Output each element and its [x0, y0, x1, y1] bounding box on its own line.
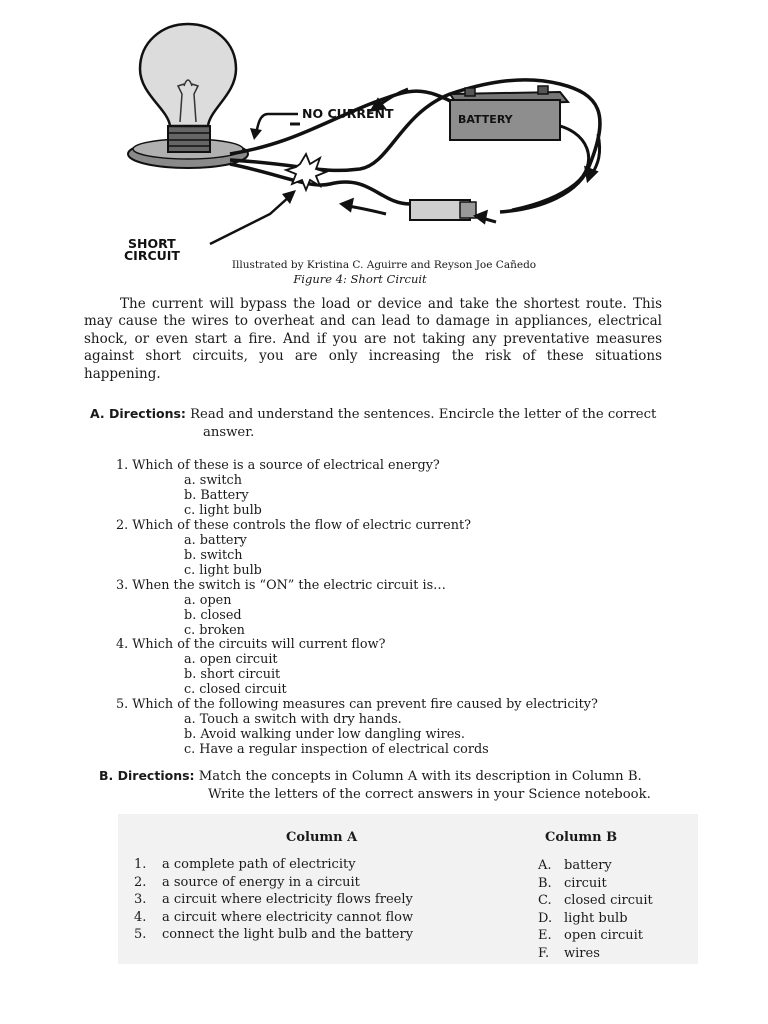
- switch-icon: [410, 200, 476, 220]
- figure-credit: Illustrated by Kristina C. Aguirre and Reyson Joe Cañedo: [231, 259, 537, 271]
- option-item[interactable]: c. closed circuit: [184, 682, 287, 697]
- column-b-header: Column B: [545, 830, 618, 845]
- column-b-item: A. battery: [538, 858, 612, 873]
- option-item[interactable]: a. Touch a switch with dry hands.: [184, 712, 402, 727]
- column-b-item: F. wires: [538, 945, 600, 961]
- short-circuit-illustration: [120, 14, 640, 264]
- section-b-label: B. Directions:: [99, 768, 195, 783]
- bulb-socket: [168, 126, 210, 152]
- option-item[interactable]: a. battery: [184, 533, 247, 548]
- column-b-item: E. open circuit: [538, 928, 644, 943]
- option-item[interactable]: c. light bulb: [184, 563, 262, 578]
- spark-icon: [286, 154, 326, 190]
- body-paragraph: The current will bypass the load or device and take the shortest route. This may cause the wires to overheat and can lead to damage in appliances, electrical shock, or even start a fire. And if you are not taking any preventative measures against short circuits, you are only increasing the risk of these situations happening.: [84, 296, 662, 382]
- column-a-item: 5. connect the light bulb and the battery: [134, 927, 414, 942]
- section-a-line1: Read and understand the sentences. Encircle the letter of the correct: [190, 407, 657, 422]
- section-b-line1: Match the concepts in Column A with its description in Column B.: [198, 769, 642, 784]
- option-item[interactable]: c. Have a regular inspection of electrical cords: [184, 742, 489, 757]
- column-b-item: B. circuit: [538, 875, 607, 891]
- column-a-header: Column A: [286, 830, 358, 845]
- short-label: SHORT: [128, 236, 176, 251]
- option-item[interactable]: a. switch: [184, 473, 242, 488]
- question-3: [116, 578, 446, 638]
- question-text: 1. Which of these is a source of electrical energy?: [116, 458, 440, 473]
- column-b-list: [538, 857, 653, 962]
- section-a-label: A. Directions:: [90, 406, 186, 421]
- option-item[interactable]: b. Avoid walking under low dangling wires.: [184, 727, 465, 742]
- wire-top: [230, 91, 460, 154]
- section-b-directions: [99, 767, 719, 804]
- question-5: [116, 697, 598, 757]
- question-text: 3. When the switch is “ON” the electric circuit is…: [116, 578, 446, 593]
- section-a-line2: answer.: [203, 425, 255, 440]
- section-a-directions: [90, 405, 700, 442]
- column-a-item: 3. a circuit where electricity flows freely: [134, 892, 413, 907]
- column-b-item: C. closed circuit: [538, 893, 653, 908]
- question-4: [116, 637, 385, 697]
- option-item[interactable]: b. Battery: [184, 488, 249, 503]
- section-b-line2: Write the letters of the correct answers in your Science notebook.: [208, 787, 651, 802]
- short-circuit-pointer: [210, 196, 290, 244]
- circuit-label: CIRCUIT: [124, 248, 180, 263]
- column-a-item: 4. a circuit where electricity cannot flow: [134, 909, 414, 925]
- question-1: [116, 458, 440, 518]
- battery-label: BATTERY: [458, 113, 513, 126]
- question-2: [116, 518, 471, 578]
- column-b-item: D. light bulb: [538, 910, 628, 926]
- column-a-item: 2. a source of energy in a circuit: [134, 874, 360, 890]
- matching-table: [118, 814, 698, 964]
- option-item[interactable]: a. open circuit: [184, 652, 278, 667]
- option-item[interactable]: c. broken: [184, 623, 245, 638]
- question-text: 5. Which of the following measures can prevent fire caused by electricity?: [116, 697, 598, 712]
- bulb-glass-icon: [140, 24, 236, 126]
- option-item[interactable]: b. switch: [184, 548, 243, 563]
- column-a-list: [134, 856, 413, 944]
- option-item[interactable]: b. closed: [184, 608, 242, 623]
- option-item[interactable]: a. open: [184, 593, 232, 608]
- question-text: 2. Which of these controls the flow of electric current?: [116, 518, 471, 533]
- option-item[interactable]: c. light bulb: [184, 503, 262, 518]
- option-item[interactable]: b. short circuit: [184, 667, 281, 682]
- column-a-item: 1. a complete path of electricity: [134, 857, 356, 872]
- no-current-label: NO CURRENT: [302, 106, 394, 121]
- question-text: 4. Which of the circuits will current flow?: [116, 637, 386, 652]
- figure-caption: Figure 4: Short Circuit: [293, 272, 427, 286]
